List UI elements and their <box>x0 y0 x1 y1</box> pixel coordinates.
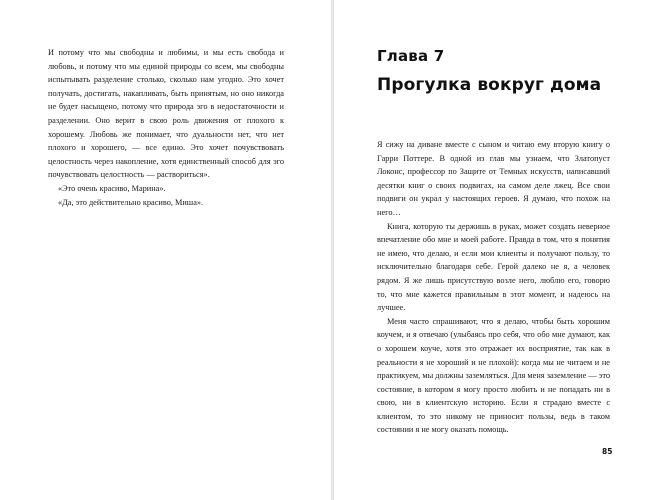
right-page <box>334 0 665 500</box>
right-paragraph-2: Книга, которую ты держишь в руках, может создать неверное впечатление обо мне и моей работе. Правда в том, что я понятия не имею, что делаю, и если мои клиенты и получают пользу, то исключительно благодаря себе. Герой далеко не я, а человек рядом. Я же лишь присутствую возле него, люблю его, говорю то, что мне кажется правильным в этот момент, и надеюсь на лучшее. <box>377 221 610 313</box>
left-page <box>0 0 331 500</box>
chapter-label: Глава 7 <box>377 47 445 65</box>
right-paragraph-1: Я сижу на диване вместе с сыном и читаю ему вторую книгу о Гарри Поттере. В одной из глав мы узнаем, что Златопуст Локонс, профессор по Защите от Темных искусств, написавший десятки книг о своих подвигах, на самом деле лжец. Все свои подвиги он украл у настоящих героев. Я думаю, что похож на него… <box>377 140 610 217</box>
left-paragraph-3: «Да, это действительно красиво, Миша». <box>58 197 204 207</box>
left-paragraph-2: «Это очень красиво, Марина». <box>58 183 166 193</box>
right-paragraph-3: Меня часто спрашивают, что я делаю, чтобы быть хорошим коучем, и я отвечаю (улыбаясь про себя, что обо мне думают, как о хорошем коуче, хотя это отражает их восприятие, так как в реальности я не хороший и не плохой): когда мы не читаем и не практикуем, мы должны заземляться. Для меня заземление — это состояние, в котором я могу просто любить и не попадать ни в свою, ни в клиентскую историю. Если я страдаю вместе с клиентом, то это никому не приносит пользы, ведь в таком состоянии я не могу оказать помощь. <box>377 316 610 435</box>
left-page-body <box>48 46 284 209</box>
left-paragraph-1: И потому что мы свободны и любимы, и мы есть свобода и любовь, и потому что мы единой природы со всем, мы свободны испытывать разделение столько, сколько нам угодно. Это хочет получать, достигать, накапливать, быть принятым, но оно никогда не будет насыщено, потому что природа эго в недостаточности и разделении. Оно верит в свою роль движения от плохого к хорошему. Любовь же понимает, что дуальности нет, что нет плохого и хорошего, — все едино. Это хочет почувствовать целостность через накопление, хотя единственный способ для эго почувствовать целостность — раствориться». <box>48 48 284 180</box>
chapter-title: Прогулка вокруг дома <box>377 75 602 95</box>
page-number: 85 <box>602 447 613 456</box>
right-page-body <box>377 138 610 437</box>
